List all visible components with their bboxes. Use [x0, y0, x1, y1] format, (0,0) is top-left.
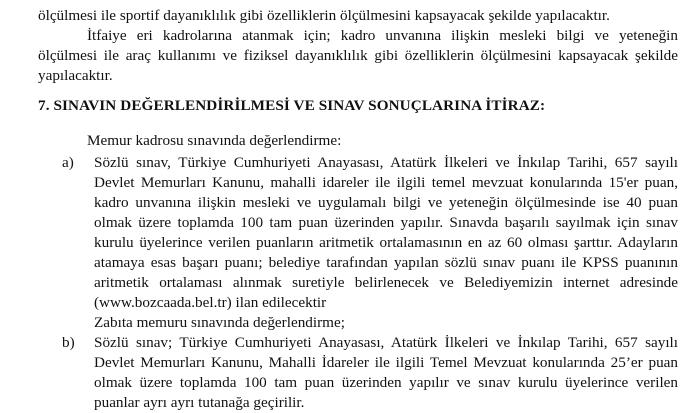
- zabita-evaluation-intro: Zabıta memuru sınavında değerlendirme;: [94, 314, 345, 331]
- item-b-line: Devlet Memurları Kanunu, Mahalli İdareler ile ilgili Temel Mevzuat konularında 25’er puan: [94, 354, 678, 371]
- item-b-line: olmak üzere toplamda 100 tam puan üzerinden yapılır ve sınav kurulu üyelerince verilen: [94, 374, 678, 391]
- item-a-marker: a): [62, 154, 74, 171]
- item-a-line: Devlet Memurları Kanunu, mahalli idareler ile ilgili temel mevzuat konularında 15'er puan,: [94, 174, 678, 191]
- memur-evaluation-intro: Memur kadrosu sınavında değerlendirme:: [87, 132, 342, 149]
- intro-line-1: ölçülmesi ile sportif dayanıklılık gibi özelliklerin ölçülmesini kapsayacak şekilde yapılacaktır.: [38, 7, 610, 24]
- intro-line-3: ölçülmesi ile araç kullanımı ve fiziksel dayanıklılık gibi özelliklerin ölçülmesini kapsayacak şekilde: [38, 47, 678, 64]
- intro-line-4: yapılacaktır.: [38, 67, 113, 84]
- item-a-line: Sözlü sınav, Türkiye Cumhuriyeti Anayasası, Atatürk İlkeleri ve İnkılap Tarihi, 657 sayılı: [94, 154, 678, 171]
- item-a-line: atamaya esas başarı puanı; belediye tarafından yapılan sözlü sınav puanı ile KPSS puanının: [94, 254, 678, 271]
- intro-line-2: İtfaiye eri kadrolarına atanmak için; kadro unvanına ilişkin mesleki bilgi ve yeteneğin: [87, 27, 678, 44]
- item-a-line: (www.bozcaada.bel.tr) ilan edilecektir: [94, 294, 327, 311]
- item-a-line: olmak üzere toplamda 100 tam puan üzerinden yapılır. Sınavda başarılı sayılmak için sınav: [94, 214, 678, 231]
- item-a-line: kadro unvanına ilişkin mesleki ve uygulamalı bilgi ve yeteneğin ölçülmesinde ise 40 puan: [94, 194, 678, 211]
- item-a-line: aritmetik ortalaması alınmak suretiyle belirlenecek ve Belediyemizin internet adresinde: [94, 274, 678, 291]
- item-b-line: Sözlü sınav; Türkiye Cumhuriyeti Anayasası, Atatürk İlkeleri ve İnkılap Tarihi, 657 sayılı: [94, 334, 678, 351]
- item-a-line: kurulu üyelerince verilen puanların aritmetik ortalamasının en az 60 olması şarttır. Adayların: [94, 234, 678, 251]
- item-b-line: puanlar ayrı ayrı tutanağa geçirilir.: [94, 394, 305, 411]
- item-b-marker: b): [62, 334, 75, 351]
- section-heading: 7. SINAVIN DEĞERLENDİRİLMESİ VE SINAV SONUÇLARINA İTİRAZ:: [38, 97, 546, 114]
